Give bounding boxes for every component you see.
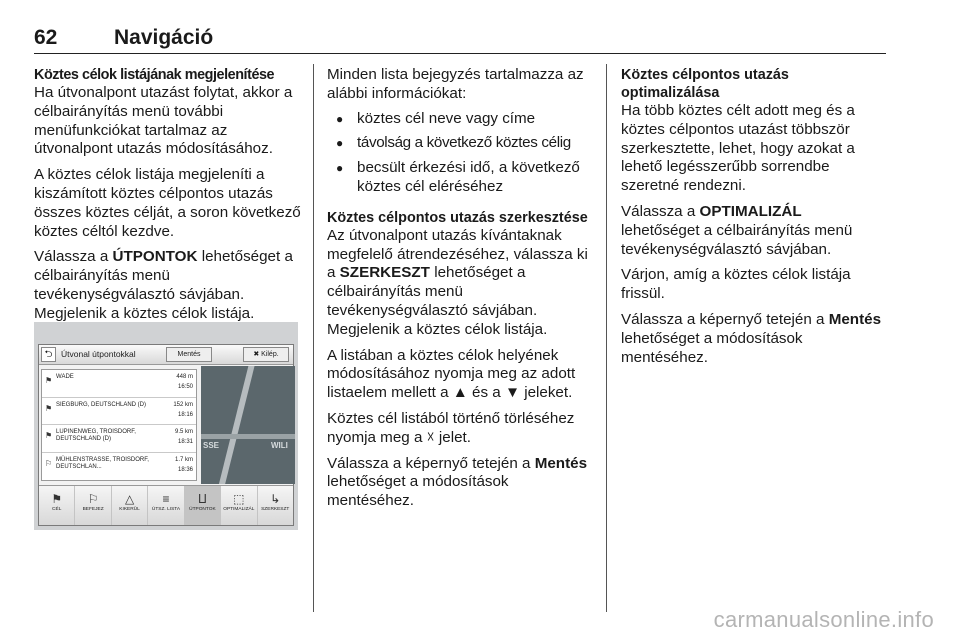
action-selector-bar <box>39 485 293 525</box>
heading-waypoint-list: Köztes célok listájának megjelenítése <box>34 67 275 83</box>
watermark: carmanualsonline.info <box>713 607 934 632</box>
keyword: Mentés <box>828 310 882 328</box>
route-list-icon: ≡ <box>162 492 170 506</box>
list-item: ● becsült érkezési idő, a következő köztes cél eléréséhez <box>327 159 595 197</box>
screen-title: Útvonal útpontokkal <box>61 349 136 359</box>
list-item[interactable]: ⚐ MÜHLENSTRASSE, TROISDORF, DEUTSCHLAN... 1.7 km 18:36 <box>45 456 193 473</box>
column-divider <box>606 64 607 612</box>
paragraph: A listában a köztes célok helyének módosításához nyomja meg az adott listaelem mellett a ▲ és a ▼ jeleket. <box>327 346 576 402</box>
save-button[interactable]: Mentés <box>166 347 212 362</box>
tool-avoid[interactable]: △ KIKERÜL <box>112 486 148 525</box>
paragraph: Válassza a képernyő tetején a Mentés lehetőséget a módosítások mentéséhez. <box>621 310 882 366</box>
exit-button[interactable]: ✖ Kilép. <box>243 347 289 362</box>
column-1 <box>34 66 302 331</box>
tool-route-list[interactable]: ≡ ÚTSZ. LISTA <box>148 486 184 525</box>
paragraph: Az útvonalpont utazás kívántaknak megfelelő átrendezéséhez, válassza ki a SZERKESZT lehetőséget a célbairányítás menü tevékenységválasztó sávjában. <box>327 226 588 319</box>
paragraph: Ha több köztes célt adott meg és a köztes célpontos utazást többször szerkesztette, lehet, hogy azokat a lehető legésszerűbb sorrendbe szeretné rendezni. <box>621 102 855 195</box>
tool-destination[interactable]: ⚑ CÉL <box>39 486 75 525</box>
keyword: OPTIMALIZÁL <box>699 202 802 220</box>
list-item[interactable]: ⚑ SIEGBURG, DEUTSCHLAND (D) 152 km 18:16 <box>42 398 196 426</box>
destination-icon: ⚑ <box>51 492 63 506</box>
list-item[interactable]: ⚑ LUPINENWEG, TROISDORF, DEUTSCHLAND (D) 9.5 km 18:31 <box>42 425 196 453</box>
nav-screen <box>38 344 294 526</box>
tool-optimize[interactable]: ⬚ OPTIMALIZÁL <box>221 486 257 525</box>
paragraph: Várjon, amíg a köztes célok listája frissül. <box>621 266 851 303</box>
heading-optimize-route: Köztes célpontos utazás optimalizálása <box>621 67 789 101</box>
map-label: WILI <box>271 441 288 450</box>
list-item: ● távolság a következő köztes célig <box>327 134 595 153</box>
flag-icon: ⚑ <box>45 431 53 440</box>
back-arrow-icon: ⮌ <box>44 349 53 360</box>
optimize-icon: ⬚ <box>233 492 245 506</box>
map-label: SSE <box>203 441 220 450</box>
list-item: ● köztes cél neve vagy címe <box>327 110 595 129</box>
waypoint-list <box>41 369 197 481</box>
column-2 <box>327 66 595 518</box>
paragraph: Ha útvonalpont utazást folytat, akkor a célbairányítás menü további menüfunkciókat tartalmaz az útvonalpont utazás módosításához. <box>34 84 293 158</box>
paragraph: Megjelenik a köztes célok listája. <box>34 304 255 322</box>
screen-topbar <box>39 345 293 365</box>
back-button[interactable] <box>41 347 56 362</box>
page-header <box>34 26 886 54</box>
paragraph: Válassza a OPTIMALIZÁL lehetőséget a célbairányítás menü tevékenységválasztó sávjában. <box>621 202 853 258</box>
finish-flag-icon: ⚐ <box>87 492 99 506</box>
waypoints-icon: ⨿ <box>198 492 207 506</box>
paragraph: Válassza a ÚTPONTOK lehetőséget a célbairányítás menü tevékenységválasztó sávjában. <box>34 248 293 303</box>
heading-edit-route: Köztes célpontos utazás szerkesztése <box>327 209 588 226</box>
edit-icon: ↳ <box>270 492 281 506</box>
paragraph: Minden lista bejegyzés tartalmazza az alábbi információkat: <box>327 66 584 102</box>
paragraph: Megjelenik a köztes célok listája. <box>327 320 548 338</box>
paragraph: A köztes célok listája megjeleníti a kiszámított köztes célpontos utazás összes köztes célját, a soron következő köztes céltól kezdve. <box>34 166 301 240</box>
paragraph: Válassza a képernyő tetején a Mentés lehetőséget a módosítások mentéséhez. <box>327 454 588 510</box>
tool-edit[interactable]: ↳ SZERKESZT <box>258 486 293 525</box>
flag-icon: ⚑ <box>45 403 53 413</box>
nav-screenshot <box>34 322 298 530</box>
map-view <box>201 366 295 484</box>
page-number: 62 <box>34 26 58 49</box>
section-title: Navigáció <box>114 26 214 49</box>
column-divider <box>313 64 314 612</box>
avoid-icon: △ <box>124 492 135 506</box>
tool-waypoints[interactable]: ⨿ ÚTPONTOK <box>185 486 221 525</box>
flag-icon: ⚑ <box>45 376 53 385</box>
column-3 <box>621 66 883 374</box>
keyword: Mentés <box>534 454 588 472</box>
keyword: ÚTPONTOK <box>112 248 198 266</box>
destination-icon: ⚐ <box>45 458 53 468</box>
paragraph: Köztes cél listából történő törléséhez nyomja meg a ☓ jelet. <box>327 409 575 446</box>
keyword: SZERKESZT <box>339 264 430 282</box>
list-item[interactable]: ⚑ WADE 448 m 16:50 <box>42 370 196 398</box>
tool-finish[interactable]: ⚐ BEFEJEZ <box>75 486 111 525</box>
info-list <box>327 110 595 197</box>
